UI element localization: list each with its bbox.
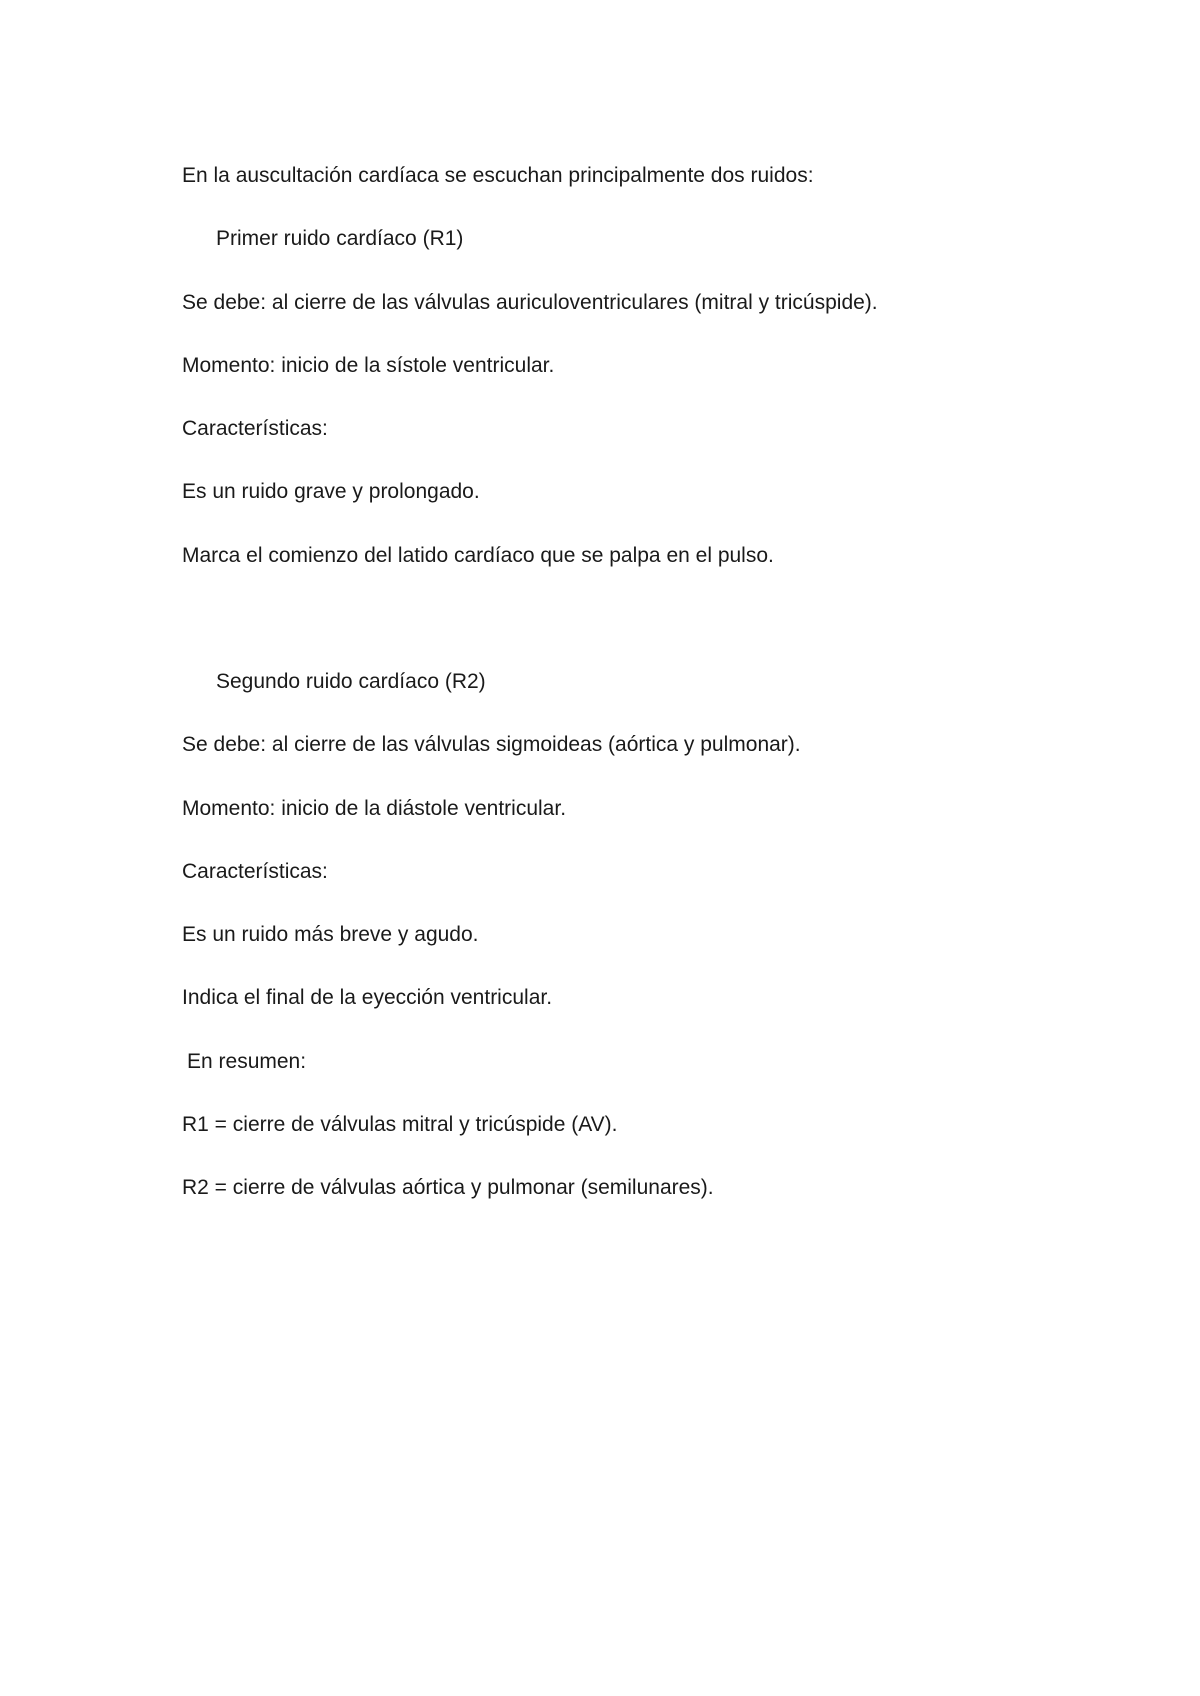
r1-cause: Se debe: al cierre de las válvulas auriculoventriculares (mitral y tricúspide).: [182, 291, 878, 314]
r2-cause: Se debe: al cierre de las válvulas sigmoideas (aórtica y pulmonar).: [182, 733, 801, 756]
r1-feature-1: Es un ruido grave y prolongado.: [182, 480, 480, 503]
intro-paragraph: En la auscultación cardíaca se escuchan principalmente dos ruidos:: [182, 164, 814, 187]
r2-heading: Segundo ruido cardíaco (R2): [216, 670, 486, 693]
r2-feature-1: Es un ruido más breve y agudo.: [182, 923, 479, 946]
r2-features-label: Características:: [182, 860, 328, 883]
summary-label: En resumen:: [187, 1050, 307, 1073]
r2-moment: Momento: inicio de la diástole ventricular.: [182, 797, 567, 820]
r2-feature-2: Indica el final de la eyección ventricular.: [182, 986, 553, 1009]
r1-moment: Momento: inicio de la sístole ventricular.: [182, 354, 555, 377]
r1-feature-2: Marca el comienzo del latido cardíaco que se palpa en el pulso.: [182, 544, 774, 567]
r1-heading: Primer ruido cardíaco (R1): [216, 227, 464, 250]
summary-r2: R2 = cierre de válvulas aórtica y pulmonar (semilunares).: [182, 1176, 714, 1199]
summary-r1: R1 = cierre de válvulas mitral y tricúspide (AV).: [182, 1113, 618, 1136]
r1-features-label: Características:: [182, 417, 328, 440]
